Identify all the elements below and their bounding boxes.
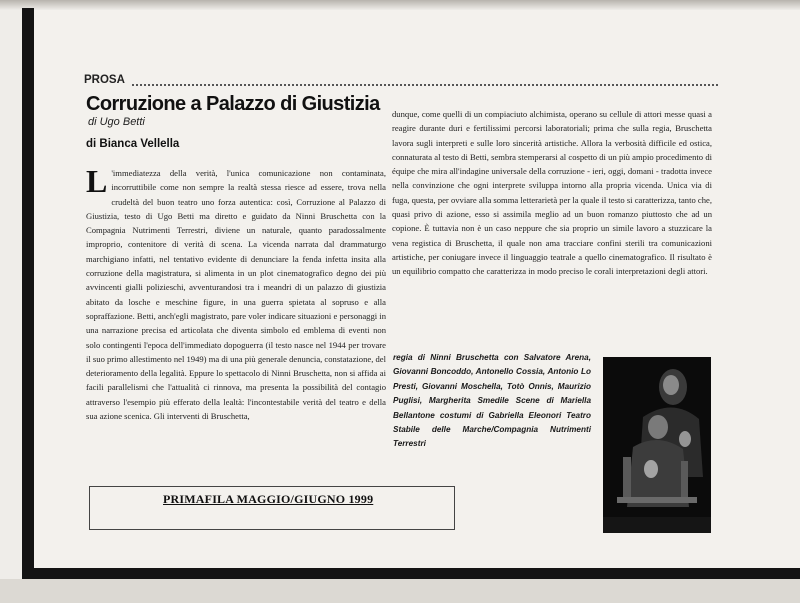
left-border-rule [22, 8, 34, 578]
section-dotted-rule [132, 84, 718, 86]
production-credits: regia di Ninni Bruschetta con Salvatore Arena, Giovanni Boncoddo, Antonello Cossia, Antonio Lo Presti, Giovanni Moschella, Totò Onnis, Maurizio Puglisi, Margherita Smedile Scene di Mariella Bellantone costumi di Gabriella Eleonori Teatro Stabile delle Marche/Compagnia Nutrimenti Terrestri [393, 353, 591, 449]
section-header [82, 74, 718, 90]
article-column-1 [86, 163, 386, 423]
article-author: di Bianca Vellella [86, 138, 180, 150]
article-subtitle: di Ugo Betti [88, 116, 145, 128]
bottom-border-rule [22, 568, 800, 579]
top-shadow [0, 0, 800, 10]
column-2-text: dunque, come quelli di un compiaciuto alchimista, operano su cellule di attori messe quasi a reagire durante duri e fertilissimi percorsi laboratoriali; prima che sulla regia, Bruschetta lavora sugli interpreti e sulle loro sincerità artistiche. Allora la verbosità difficile ed ostica, connaturata al testo di Betti, sembra stemperarsi al cospetto di un più ampio procedimento di équipe che mira all'indagine universale della corruzione - ieri, oggi, domani - tradotta invece nella convinzione che ogni interprete sviluppa intorno alla propria vicenda. Unica via di fuga, questa, per ovviare alla somma letterarietà per la quale il testo si caratterizza, tanto che, quasi privo di azione, esso si assimila meglio ad un buon romanzo piuttosto che ad un copione. È tuttavia non è un caso neppure che sia proprio un simile lavoro a stuzzicare la vena registica di Bruschetta, il quale non ama tracciare confini sterili tra comunicazioni artistiche, per coniugare invece il linguaggio teatrale a quello cinematografico. Il risultato è un equilibrio compatto che caratterizza in modo preciso le corali interpretazioni degli attori. [392, 109, 712, 277]
stage-photo [603, 357, 711, 533]
footer-box [89, 486, 455, 530]
stage-photo-icon [603, 357, 711, 533]
article-title: Corruzione a Palazzo di Giustizia [86, 93, 380, 115]
background-surface [0, 579, 800, 603]
footer-label: PRIMAFILA MAGGIO/GIUGNO 1999 [163, 492, 374, 506]
column-1-text: 'immediatezza della verità, l'unica comunicazione non contaminata, incorruttibile come non sempre la realtà stessa riesce ad essere, trova nella crudeltà del buon teatro uno forza autentica: così, Corruzione al Palazzo di Giustizia, testo di Ugo Betti ma diretto e guidato da Ninni Bruschetta con la Compagnia Nutrimenti Terrestri, diviene un naturale, quanto paradossalmente improprio, contenitore di verità di scena. La vicenda narrata dal drammaturgo marchigiano infatti, nel tentativo evidente di denunciare la fenda infetta insita alla corruzione della magistratura, si alimenta in un plot cinematografico degno dei più avvincenti gialli polizieschi, avventurandosi tra i meandri di un palazzo di giustizia abitato da losche e meschine figure, in una guerra spietata al sopruso e alla sopraffazione. Betti, anch'egli magistrato, pare voler indicare situazioni e personaggi in una narrazione precisa ed articolata che diventa simbolo ed emblema di eventi non solo contingenti l'epoca dell'immediato dopoguerra (il testo nasce nel 1944 per trovare il suo primo allestimento nel 1949) ma di una più generale denuncia, constatazione, del deterioramento della legalità. Eppure lo spettacolo di Ninni Bruschetta, non si affida ai facili parallelismi che l'attualità ci rinnova, ma presenta la possibilità del contagio attraverso l'esempio più efferato della lealtà: l'incontestabile verità del teatro e della sua azione scenica. Gli interventi di Bruschetta, [86, 168, 386, 422]
drop-cap: L [86, 163, 108, 199]
article-column-2 [392, 107, 712, 279]
section-label: PROSA [84, 74, 129, 86]
